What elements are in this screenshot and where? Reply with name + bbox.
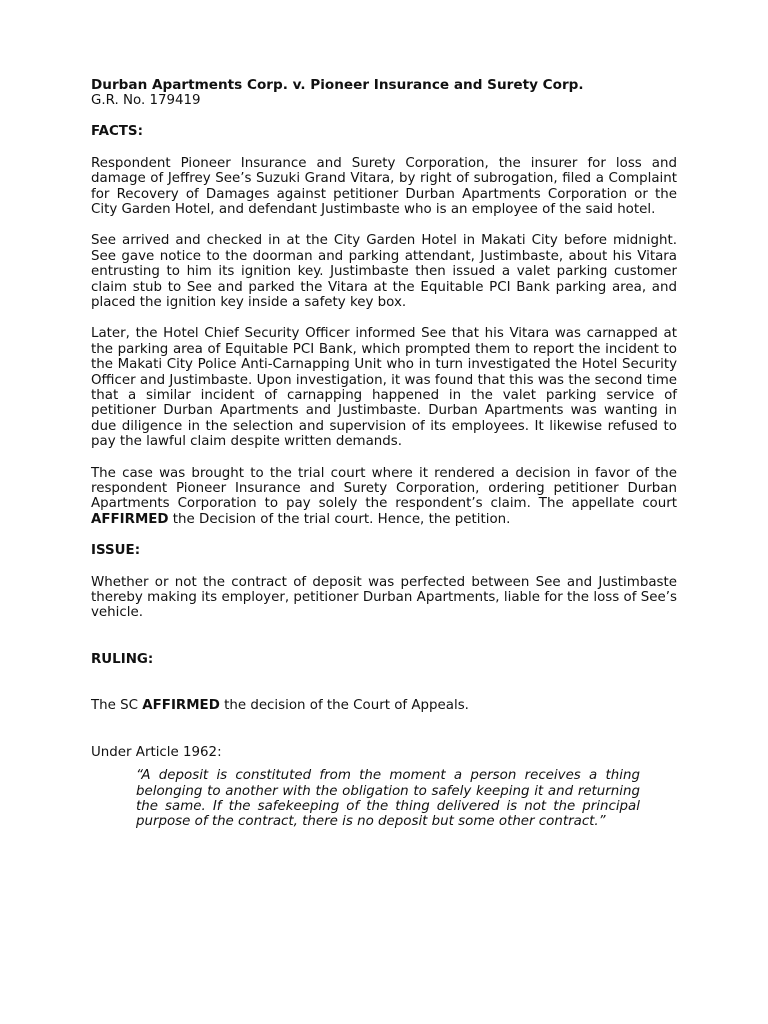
affirmed-emphasis: AFFIRMED	[91, 511, 169, 527]
article-quote: “A deposit is constituted from the moment a person receives a thing belonging to another with the obligation to safely keeping it and returning the same. If the safekeeping of the thing delivered is not the principal purpose of the contract, there is no deposit but some other contract.”	[136, 768, 640, 830]
ruling-text-a: The SC	[91, 698, 143, 714]
facts-paragraph-3: Later, the Hotel Chief Security Officer informed See that his Vitara was carnapped at the parking area of Equitable PCI Bank, which prompted them to report the incident to the Makati City Police Anti-Carnapping Unit who in turn investigated the Hotel Security Officer and Justimbaste. Upon investigation, it was found that this was the second time that a similar incident of carnapping happened in the valet parking service of petitioner Durban Apartments and Justimbaste. Durban Apartments was wanting in due diligence in the selection and supervision of its employees. It likewise refused to pay the lawful claim despite written demands.	[91, 326, 677, 450]
facts-paragraph-1: Respondent Pioneer Insurance and Surety Corporation, the insurer for loss and damage of Jeffrey See’s Suzuki Grand Vitara, by right of subrogation, filed a Complaint for Recovery of Damages against petitioner Durban Apartments Corporation or the City Garden Hotel, and defendant Justimbaste who is an employee of the said hotel.	[91, 155, 677, 217]
ruling-heading: RULING:	[91, 651, 154, 667]
article-intro: Under Article 1962:	[91, 744, 222, 760]
facts-paragraph-2: See arrived and checked in at the City Garden Hotel in Makati City before midnight. See gave notice to the doorman and parking attendant, Justimbaste, about his Vitara entrusting to him its ignition key. Justimbaste then issued a valet parking customer claim stub to See and parked the Vitara at the Equitable PCI Bank parking area, and placed the ignition key inside a safety key box.	[91, 233, 677, 310]
facts-heading: FACTS:	[91, 124, 143, 140]
facts-paragraph-4-text-b: the Decision of the trial court. Hence, the petition.	[168, 511, 511, 527]
gr-number: G.R. No. 179419	[91, 93, 201, 109]
facts-paragraph-4	[91, 466, 677, 528]
ruling-text	[91, 698, 677, 713]
case-title: Durban Apartments Corp. v. Pioneer Insurance and Surety Corp.	[91, 77, 584, 93]
issue-text: Whether or not the contract of deposit was perfected between See and Justimbaste thereby making its employer, petitioner Durban Apartments, liable for the loss of See’s vehicle.	[91, 574, 677, 621]
document-page	[91, 78, 677, 830]
facts-paragraph-4-text-a: The case was brought to the trial court where it rendered a decision in favor of the respondent Pioneer Insurance and Surety Corporation, ordering petitioner Durban Apartments Corporation to pay solely the respondent’s claim. The appellate court	[91, 465, 677, 512]
ruling-text-b: the decision of the Court of Appeals.	[219, 698, 469, 714]
issue-heading: ISSUE:	[91, 543, 141, 559]
ruling-affirmed-emphasis: AFFIRMED	[142, 698, 220, 714]
